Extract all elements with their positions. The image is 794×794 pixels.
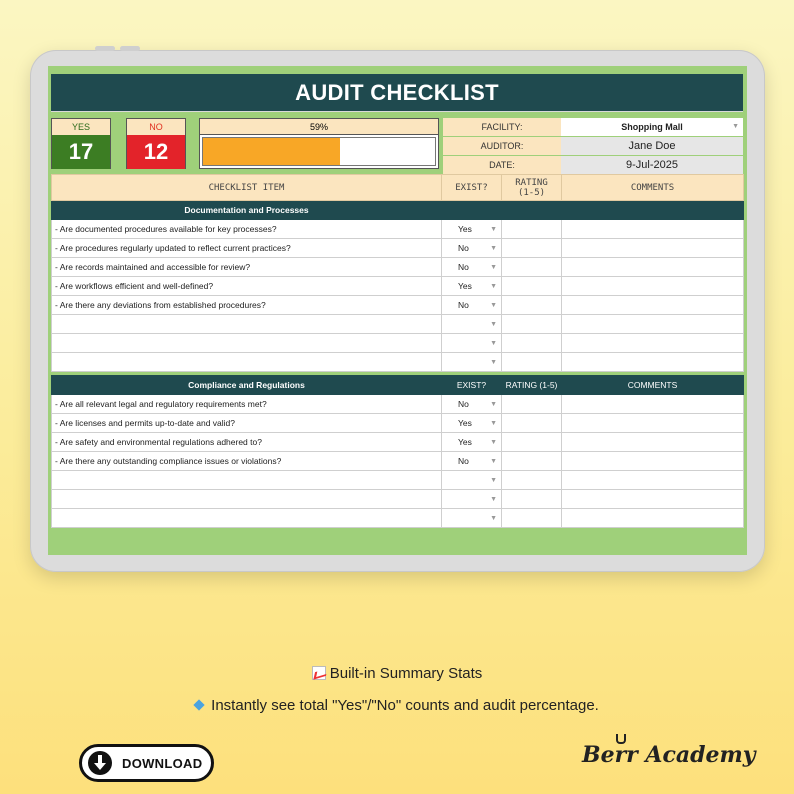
exist-dropdown[interactable] [442,509,502,528]
chevron-down-icon[interactable]: ▼ [490,245,497,252]
rating-cell[interactable] [502,220,562,239]
chevron-down-icon[interactable]: ▼ [490,302,497,309]
chevron-down-icon[interactable]: ▼ [490,496,497,503]
audit-percentage-label: 59% [200,119,438,135]
column-header-comments: COMMENTS [562,175,744,201]
checklist-row [52,277,744,296]
date-label: DATE: [443,156,561,174]
download-button[interactable] [79,744,214,782]
comments-cell[interactable] [562,334,744,353]
auditor-field[interactable]: Jane Doe [561,137,743,155]
checklist-row [52,334,744,353]
comments-cell[interactable] [562,239,744,258]
comments-cell[interactable] [562,277,744,296]
checklist-item[interactable]: - Are all relevant legal and regulatory requirements met? [52,395,442,414]
comments-cell[interactable] [562,258,744,277]
tablet-screen [48,66,747,555]
summary-panel [51,112,743,174]
chevron-down-icon[interactable]: ▼ [490,515,497,522]
column-header-rating: RATING (1-5) [502,175,562,201]
exist-dropdown[interactable] [442,433,502,452]
checklist-table [51,174,744,528]
checklist-item[interactable]: - Are there any outstanding compliance issues or violations? [52,452,442,471]
chevron-down-icon[interactable]: ▼ [490,439,497,446]
checklist-row [52,258,744,277]
exist-value: Yes [458,418,472,428]
section-header-cell [442,201,502,220]
download-arrow-icon [88,751,112,775]
checklist-row [52,414,744,433]
checklist-row [52,239,744,258]
comments-cell[interactable] [562,353,744,372]
checklist-row [52,395,744,414]
feature-title-text: Built-in Summary Stats [329,665,483,682]
yes-count-box [51,118,111,169]
comments-cell[interactable] [562,490,744,509]
audit-progress-fill [203,138,340,165]
exist-value: Yes [458,224,472,234]
facility-select[interactable] [561,118,743,136]
rating-cell[interactable] [502,414,562,433]
exist-dropdown[interactable] [442,315,502,334]
exist-value: Yes [458,281,472,291]
rating-cell[interactable] [502,452,562,471]
checklist-row [52,353,744,372]
column-header-item: CHECKLIST ITEM [52,175,442,201]
exist-dropdown[interactable] [442,239,502,258]
chevron-down-icon[interactable]: ▼ [490,477,497,484]
exist-dropdown[interactable] [442,334,502,353]
checklist-item[interactable] [52,315,442,334]
feature-description-text: Instantly see total "Yes"/"No" counts and audit percentage. [211,697,599,714]
facility-value: Shopping Mall [621,122,683,132]
brand-logo: Berr Academy [582,742,756,768]
chevron-down-icon[interactable]: ▼ [490,283,497,290]
section-title: Compliance and Regulations [52,376,442,395]
comments-cell[interactable] [562,471,744,490]
chevron-down-icon[interactable]: ▼ [490,264,497,271]
exist-dropdown[interactable] [442,414,502,433]
download-label: DOWNLOAD [122,755,203,771]
exist-dropdown[interactable] [442,258,502,277]
tablet-button [95,46,115,51]
exist-dropdown[interactable] [442,395,502,414]
checklist-row [52,471,744,490]
rating-cell[interactable] [502,296,562,315]
checklist-row [52,296,744,315]
no-count-box [126,118,186,169]
section-header-comments: COMMENTS [562,376,744,395]
checklist-item[interactable]: - Are licenses and permits up-to-date and valid? [52,414,442,433]
exist-value: No [458,456,469,466]
exist-dropdown[interactable] [442,220,502,239]
rating-cell[interactable] [502,353,562,372]
exist-dropdown[interactable] [442,471,502,490]
exist-value: No [458,300,469,310]
chevron-down-icon[interactable]: ▼ [490,321,497,328]
feature-title [0,665,794,682]
feature-description [0,697,794,714]
section-title: Documentation and Processes [52,201,442,220]
chevron-down-icon[interactable]: ▼ [490,359,497,366]
checklist-item[interactable] [52,334,442,353]
section-header-compliance [52,376,744,395]
comments-cell[interactable] [562,509,744,528]
sheet-title: AUDIT CHECKLIST [51,74,743,112]
checklist-item[interactable]: - Are procedures regularly updated to reflect current practices? [52,239,442,258]
comments-cell[interactable] [562,414,744,433]
exist-dropdown[interactable] [442,277,502,296]
chevron-down-icon[interactable]: ▼ [490,420,497,427]
auditor-label: AUDITOR: [443,137,561,155]
date-field[interactable]: 9-Jul-2025 [561,156,743,174]
comments-cell[interactable] [562,452,744,471]
audit-progress-bar [202,137,436,166]
column-header-row [52,175,744,201]
exist-dropdown[interactable] [442,452,502,471]
rating-cell[interactable] [502,471,562,490]
section-header-cell [502,201,562,220]
exist-dropdown[interactable] [442,296,502,315]
chart-increasing-icon [312,666,326,680]
exist-value: No [458,262,469,272]
comments-cell[interactable] [562,220,744,239]
rating-cell[interactable] [502,490,562,509]
section-header-documentation [52,201,744,220]
checklist-row [52,509,744,528]
chevron-down-icon[interactable]: ▼ [490,340,497,347]
no-label: NO [127,119,185,135]
section-header-rating: RATING (1-5) [502,376,562,395]
column-header-exist: EXIST? [442,175,502,201]
checklist-row [52,220,744,239]
yes-count: 17 [52,135,110,169]
audit-info [443,118,743,175]
rating-cell[interactable] [502,395,562,414]
checklist-item[interactable] [52,509,442,528]
checklist-row [52,433,744,452]
checklist-item[interactable]: - Are safety and environmental regulations adhered to? [52,433,442,452]
exist-value: No [458,399,469,409]
checklist-item[interactable] [52,471,442,490]
rating-cell[interactable] [502,239,562,258]
rating-cell[interactable] [502,315,562,334]
comments-cell[interactable] [562,395,744,414]
checklist-item[interactable] [52,490,442,509]
comments-cell[interactable] [562,315,744,334]
no-count: 12 [127,135,185,169]
tablet-button [120,46,140,51]
checklist-row [52,452,744,471]
rating-cell[interactable] [502,334,562,353]
exist-dropdown[interactable] [442,490,502,509]
exist-value: No [458,243,469,253]
rating-cell[interactable] [502,277,562,296]
checklist-item[interactable]: - Are records maintained and accessible for review? [52,258,442,277]
checklist-item[interactable] [52,353,442,372]
comments-cell[interactable] [562,296,744,315]
yes-label: YES [52,119,110,135]
audit-percentage-box [199,118,439,169]
facility-label: FACILITY: [443,118,561,136]
section-header-cell [562,201,744,220]
checklist-item[interactable]: - Are workflows efficient and well-defined? [52,277,442,296]
checklist-row [52,490,744,509]
exist-dropdown[interactable] [442,353,502,372]
section-header-exist: EXIST? [442,376,502,395]
chevron-down-icon[interactable]: ▼ [490,458,497,465]
rating-cell[interactable] [502,509,562,528]
rating-cell[interactable] [502,258,562,277]
rating-cell[interactable] [502,433,562,452]
chevron-down-icon[interactable]: ▼ [732,123,739,130]
comments-cell[interactable] [562,433,744,452]
checklist-item[interactable]: - Are there any deviations from established procedures? [52,296,442,315]
chevron-down-icon[interactable]: ▼ [490,226,497,233]
exist-value: Yes [458,437,472,447]
chevron-down-icon[interactable]: ▼ [490,401,497,408]
blue-diamond-icon [194,699,205,710]
spreadsheet [51,74,743,528]
checklist-row [52,315,744,334]
checklist-item[interactable]: - Are documented procedures available for key processes? [52,220,442,239]
